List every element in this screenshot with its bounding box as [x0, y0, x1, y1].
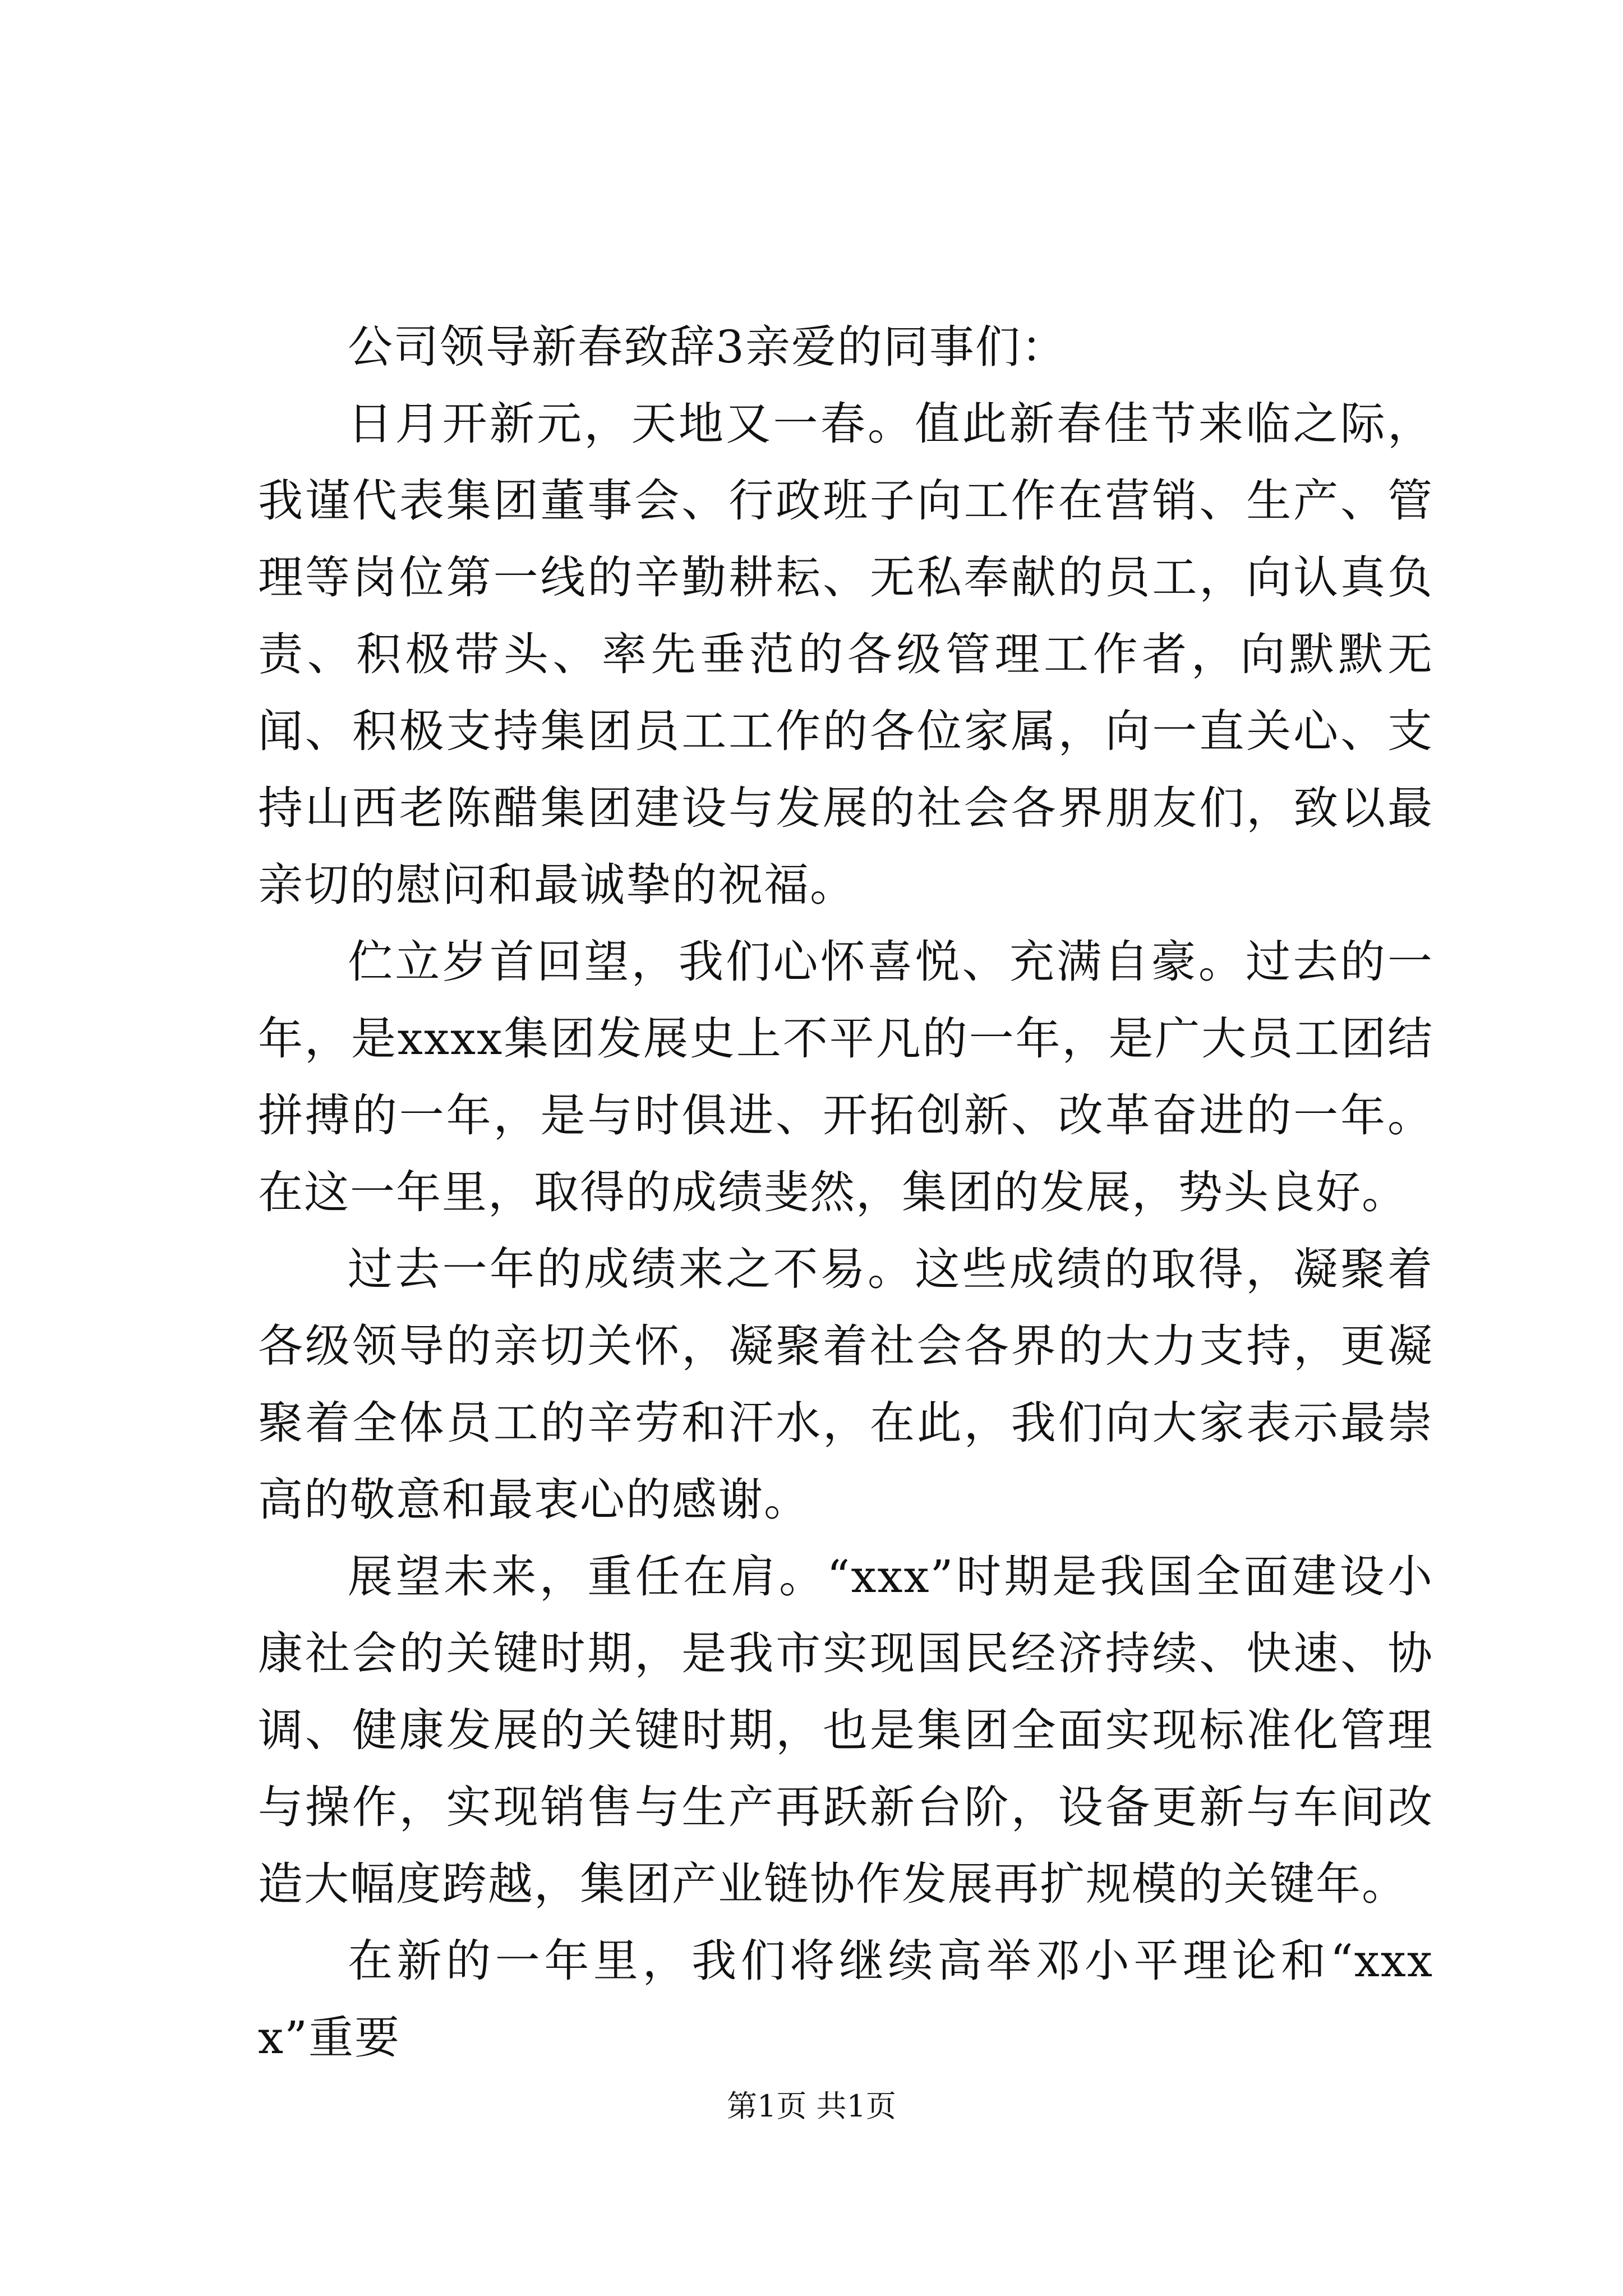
paragraph-outlook: 展望未来，重任在肩。“xxx”时期是我国全面建设小康社会的关键时期，是我市实现国民经济持续、快速、协调、健康发展的关键时期，也是集团全面实现标准化管理与操作，实现销售与生产再跃新台阶，设备更新与车间改造大幅度跨越，集团产业链协作发展再扩规模的关键年。 [258, 1550, 1433, 1910]
page-footer: 第1页 共1页 [727, 2088, 896, 2124]
paragraph-title: 公司领导新春致辞3亲爱的同事们： [348, 321, 1067, 373]
paragraph-new-year: 在新的一年里，我们将继续高举邓小平理论和“xxxx”重要 [258, 1935, 1433, 2064]
document-body [258, 309, 1433, 2076]
paragraph-thanks: 过去一年的成绩来之不易。这些成绩的取得，凝聚着各级领导的亲切关怀，凝聚着社会各界的大力支持，更凝聚着全体员工的辛劳和汗水，在此，我们向大家表示最崇高的敬意和最衷心的感谢。 [258, 1243, 1433, 1526]
paragraph-review: 伫立岁首回望，我们心怀喜悦、充满自豪。过去的一年，是xxxx集团发展史上不平凡的一年，是广大员工团结拼搏的一年，是与时俱进、开拓创新、改革奋进的一年。在这一年里，取得的成绩斐然，集团的发展，势头良好。 [258, 936, 1433, 1218]
paragraph-greeting: 日月开新元，天地又一春。值此新春佳节来临之际，我谨代表集团董事会、行政班子向工作在营销、生产、管理等岗位第一线的辛勤耕耘、无私奉献的员工，向认真负责、积极带头、率先垂范的各级管理工作者，向默默无闻、积极支持集团员工工作的各位家属，向一直关心、支持山西老陈醋集团建设与发展的社会各界朋友们，致以最亲切的慰问和最诚挚的祝福。 [258, 398, 1433, 911]
